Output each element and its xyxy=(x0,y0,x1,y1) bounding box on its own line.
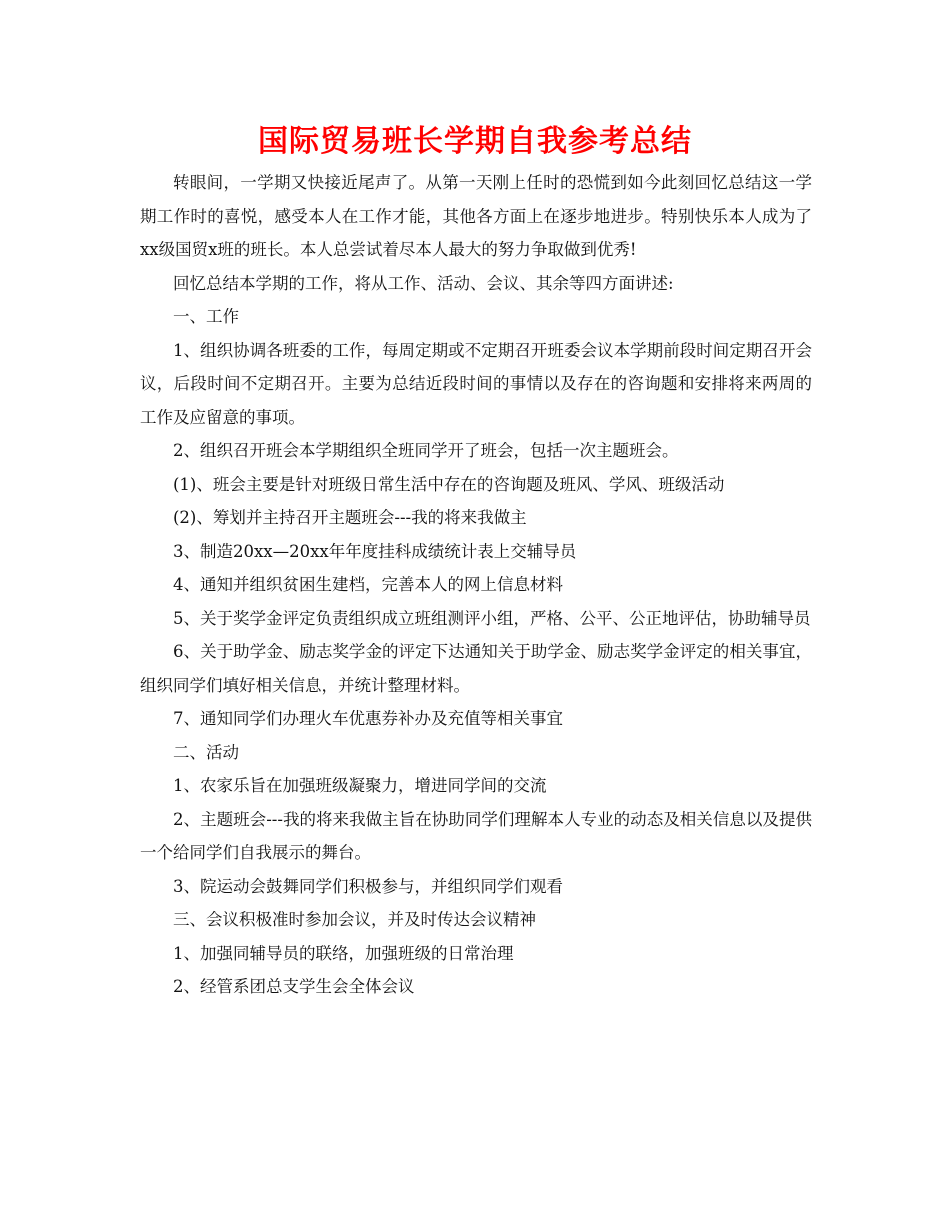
list-item: 2、经管系团总支学生会全体会议 xyxy=(173,977,415,996)
list-item: 3、院运动会鼓舞同学们积极参与，并组织同学们观看 xyxy=(173,876,563,896)
document-body xyxy=(140,166,812,1004)
list-item: 1、加强同辅导员的联络，加强班级的日常治理 xyxy=(173,943,514,963)
list-subitem: (2)、筹划并主持召开主题班会---我的将来我做主 xyxy=(173,508,527,527)
list-item: 2、主题班会---我的将来我做主旨在协助同学们理解本人专业的动态及相关信息以及提供一个给同学们自我展示的舞台。 xyxy=(140,809,812,862)
list-item: 2、组织召开班会本学期组织全班同学开了班会，包括一次主题班会。 xyxy=(173,441,679,460)
document-title: 国际贸易班长学期自我参考总结 xyxy=(258,124,692,159)
list-item: 6、关于助学金、励志奖学金的评定下达通知关于助学金、励志奖学金评定的相关事宜，组织同学们填好相关信息，并统计整理材料。 xyxy=(140,642,812,695)
section-heading-meetings: 三、会议积极准时参加会议，并及时传达会议精神 xyxy=(173,910,536,929)
list-item: 5、关于奖学金评定负责组织成立班组测评小组，严格、公平、公正地评估，协助辅导员 xyxy=(173,608,811,628)
paragraph-intro: 转眼间，一学期又快接近尾声了。从第一天刚上任时的恐慌到如今此刻回忆总结这一学期工作时的喜悦，感受本人在工作才能，其他各方面上在逐步地进步。特别快乐本人成为了xx级国贸x班的班长。本人总尝试着尽本人最大的努力争取做到优秀! xyxy=(140,173,812,259)
paragraph-overview: 回忆总结本学期的工作，将从工作、活动、会议、其余等四方面讲述: xyxy=(173,273,674,293)
list-item: 1、农家乐旨在加强班级凝聚力，增进同学间的交流 xyxy=(173,776,547,795)
list-item: 1、组织协调各班委的工作，每周定期或不定期召开班委会议本学期前段时间定期召开会议，后段时间不定期召开。主要为总结近段时间的事情以及存在的咨询题和安排将来两周的工作及应留意的事项。 xyxy=(140,340,812,427)
section-heading-activities: 二、活动 xyxy=(173,742,239,762)
list-item: 7、通知同学们办理火车优惠券补办及充值等相关事宜 xyxy=(173,709,563,728)
list-item: 4、通知并组织贫困生建档，完善本人的网上信息材料 xyxy=(173,575,563,594)
list-subitem: (1)、班会主要是针对班级日常生活中存在的咨询题及班风、学风、班级活动 xyxy=(173,474,725,494)
list-item: 3、制造20xx—20xx年年度挂科成绩统计表上交辅导员 xyxy=(173,541,577,561)
section-heading-work: 一、工作 xyxy=(173,307,239,326)
